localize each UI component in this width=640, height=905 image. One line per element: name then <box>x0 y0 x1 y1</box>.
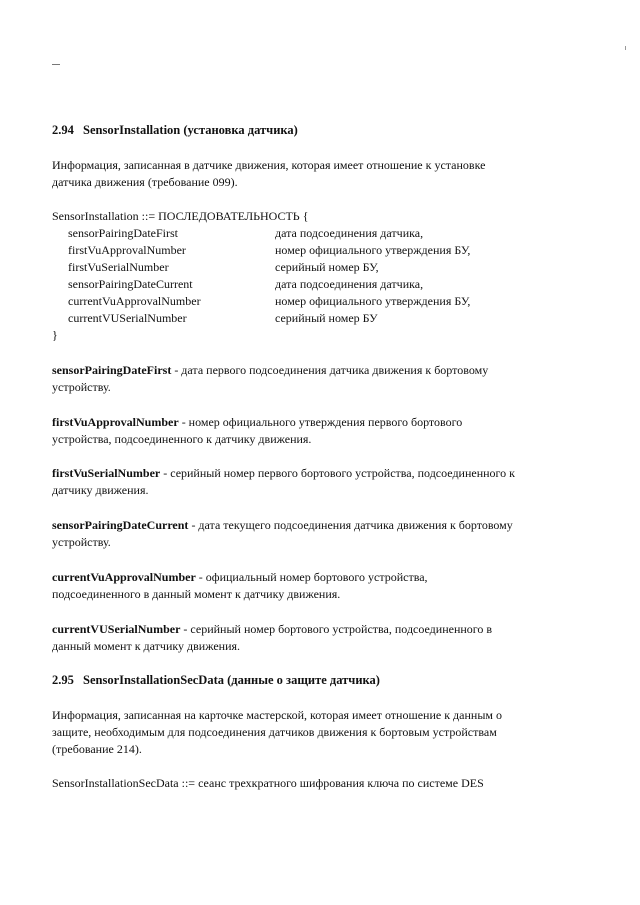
field-desc: серийный номер БУ, <box>275 260 379 274</box>
section-294-number: 2.94 <box>52 123 74 137</box>
definition-open: SensorInstallation ::= ПОСЛЕДОВАТЕЛЬНОСТЬ { <box>52 209 309 223</box>
field-desc: серийный номер БУ <box>275 311 378 325</box>
section-295-intro <box>52 707 537 758</box>
field-name: currentVuApprovalNumber <box>68 294 201 308</box>
section-295-definition-text: SensorInstallationSecData ::= сеанс трехкратного шифрования ключа по системе DES <box>52 776 484 790</box>
field-description-text <box>52 414 522 448</box>
field-row <box>68 293 588 310</box>
field-description <box>52 517 552 551</box>
section-294-intro <box>52 157 522 191</box>
field-desc: дата подсоединения датчика, <box>275 226 424 240</box>
field-description <box>52 362 542 396</box>
field-name: currentVUSerialNumber <box>68 311 187 325</box>
field-explanation: - серийный номер бортового устройства, подсоединенного в данный момент к датчику движения. <box>52 622 493 653</box>
section-294-intro-text: Информация, записанная в датчике движения, которая имеет отношение к установке датчика движения (требование 099). <box>52 158 486 189</box>
section-294-title: SensorInstallation (установка датчика) <box>83 123 298 137</box>
section-295-definition <box>52 775 597 792</box>
field-explanation: - серийный номер первого бортового устройства, подсоединенного к датчику движения. <box>52 466 516 497</box>
field-description <box>52 621 532 655</box>
field-name: sensorPairingDateFirst <box>68 226 178 240</box>
field-term: firstVuApprovalNumber <box>52 415 179 429</box>
field-description-text <box>52 465 552 499</box>
field-explanation: - дата первого подсоединения датчика движения к бортовому устройству. <box>52 363 489 394</box>
section-294-heading <box>52 122 597 139</box>
field-name: firstVuSerialNumber <box>68 260 169 274</box>
field-term: currentVuApprovalNumber <box>52 570 196 584</box>
field-row <box>68 242 588 259</box>
field-desc: дата подсоединения датчика, <box>275 277 424 291</box>
field-description-text <box>52 362 542 396</box>
section-295-intro-text: Информация, записанная на карточке мастерской, которая имеет отношение к данным о защите, необходимым для подсоединения датчиков движения к бортовым устройствам (требование 214). <box>52 708 502 756</box>
field-row <box>68 276 588 293</box>
field-desc: номер официального утверждения БУ, <box>275 294 471 308</box>
field-term: sensorPairingDateFirst <box>52 363 172 377</box>
field-explanation: - номер официального утверждения первого бортового устройства, подсоединенного к датчику движения. <box>52 415 463 446</box>
field-name: firstVuApprovalNumber <box>68 243 186 257</box>
field-description-text <box>52 569 492 603</box>
field-term: sensorPairingDateCurrent <box>52 518 189 532</box>
field-name: sensorPairingDateCurrent <box>68 277 193 291</box>
field-row <box>68 259 588 276</box>
field-row <box>68 225 588 242</box>
field-description <box>52 414 522 448</box>
field-description-text <box>52 621 532 655</box>
section-295-title: SensorInstallationSecData (данные о защите датчика) <box>83 673 380 687</box>
field-description <box>52 465 552 499</box>
section-295-heading <box>52 672 597 689</box>
field-description-text <box>52 517 552 551</box>
field-description <box>52 569 492 603</box>
section-295-number: 2.95 <box>52 673 74 687</box>
field-desc: номер официального утверждения БУ, <box>275 243 471 257</box>
field-term: firstVuSerialNumber <box>52 466 161 480</box>
field-explanation: - официальный номер бортового устройства, подсоединенного в данный момент к датчику движения. <box>52 570 428 601</box>
field-explanation: - дата текущего подсоединения датчика движения к бортовому устройству. <box>52 518 513 549</box>
scan-corner-mark <box>52 64 60 65</box>
field-term: currentVUSerialNumber <box>52 622 181 636</box>
definition-close: } <box>52 328 58 342</box>
scan-edge-mark <box>625 46 626 50</box>
field-row <box>68 310 588 327</box>
